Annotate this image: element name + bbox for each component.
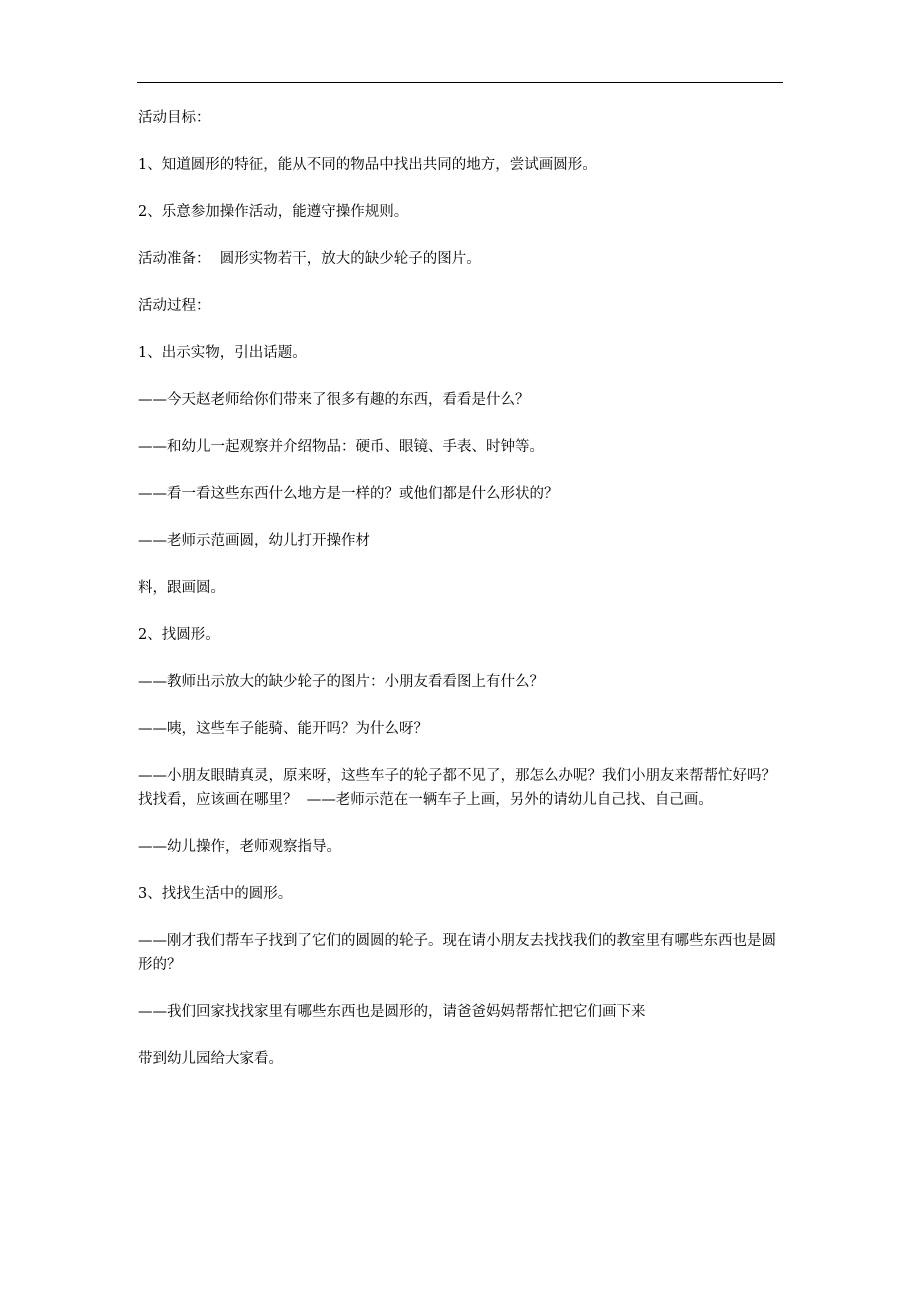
- goal-item-2: 2、乐意参加操作活动，能遵守操作规则。: [138, 204, 409, 220]
- process-line: ——和幼儿一起观察并介绍物品：硬币、眼镜、手表、时钟等。: [138, 439, 544, 455]
- header-rule: [137, 82, 783, 83]
- process-line: ——今天赵老师给你们带来了很多有趣的东西，看看是什么？: [138, 392, 530, 408]
- activity-preparation: 活动准备： 圆形实物若干，放大的缺少轮子的图片。: [138, 251, 481, 267]
- goal-item-1: 1、知道圆形的特征，能从不同的物品中找出共同的地方，尝试画圆形。: [138, 157, 597, 173]
- process-line: 带到幼儿园给大家看。: [138, 1051, 283, 1067]
- heading-activity-goals: 活动目标：: [138, 110, 211, 126]
- document-body: [138, 106, 786, 1094]
- process-step-2: 2、找圆形。: [138, 627, 220, 643]
- process-line: ——我们回家找找家里有哪些东西也是圆形的，请爸爸妈妈帮帮忙把它们画下来: [138, 1004, 646, 1020]
- process-line: ——幼儿操作，老师观察指导。: [138, 839, 341, 855]
- process-line: ——咦，这些车子能骑、能开吗？为什么呀？: [138, 721, 428, 737]
- process-line: ——看一看这些东西什么地方是一样的？或他们都是什么形状的？: [138, 486, 559, 502]
- process-step-3: 3、找找生活中的圆形。: [138, 886, 293, 902]
- heading-activity-process: 活动过程：: [138, 298, 211, 314]
- process-line: ——小朋友眼睛真灵，原来呀，这些车子的轮子都不见了，那怎么办呢？我们小朋友来帮帮忙好吗？找找看，应该画在哪里？ ——老师示范在一辆车子上画，另外的请幼儿自己找、自己画。: [138, 768, 776, 808]
- process-line: ——老师示范画圆，幼儿打开操作材: [138, 533, 370, 549]
- process-line: ——教师出示放大的缺少轮子的图片：小朋友看看图上有什么？: [138, 674, 544, 690]
- process-line: ——刚才我们帮车子找到了它们的圆圆的轮子。现在请小朋友去找找我们的教室里有哪些东西也是圆形的？: [138, 933, 776, 973]
- process-line: 料，跟画圆。: [138, 580, 225, 596]
- process-step-1: 1、出示实物，引出话题。: [138, 345, 307, 361]
